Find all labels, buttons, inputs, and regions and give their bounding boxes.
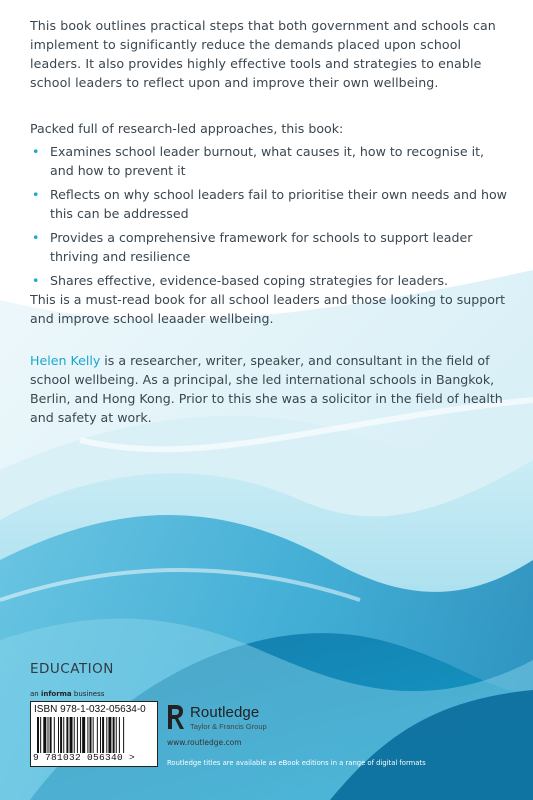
- list-item: [30, 142, 510, 180]
- barcode-icon: [37, 717, 151, 753]
- bullet-icon: •: [32, 273, 40, 288]
- author-bio-text: is a researcher, writer, speaker, and consultant in the field of school wellbeing. As a principal, she led international schools in Bangkok, Berlin, and Hong Kong. Prior to this she was a solicitor in the field of health and safety at work.: [30, 353, 503, 425]
- isbn-label: ISBN 978-1-032-05634-0: [34, 704, 146, 715]
- barcode-digits: 9 781032 056340 >: [33, 752, 136, 763]
- informa-brand: informa: [40, 690, 72, 698]
- list-item-text: Reflects on why school leaders fail to prioritise their own needs and how this can be addressed: [50, 187, 507, 221]
- routledge-logo-icon: [166, 703, 186, 731]
- subject-category: EDUCATION: [30, 661, 114, 677]
- informa-line: an informa business: [30, 690, 105, 698]
- blurb-intro: This book outlines practical steps that both government and schools can implement to significantly reduce the demands placed upon school leaders. It also provides highly effective tools and strategies to enable school leaders to reflect upon and improve their own wellbeing.: [30, 18, 496, 90]
- barcode-box: [30, 701, 158, 767]
- list-item: [30, 271, 510, 290]
- list-item: [30, 185, 510, 223]
- publisher-name: Routledge: [190, 704, 260, 721]
- ebook-note: Routledge titles are available as eBook editions in a range of digital formats: [167, 759, 426, 767]
- publisher-tagline: Taylor & Francis Group: [190, 722, 267, 731]
- blurb-lead: Packed full of research-led approaches, this book:: [30, 121, 344, 136]
- author-bio: [30, 351, 510, 427]
- feature-list: [30, 142, 510, 295]
- list-item-text: Shares effective, evidence-based coping strategies for leaders.: [50, 273, 449, 288]
- list-item: [30, 228, 510, 266]
- list-item-text: Provides a comprehensive framework for schools to support leader thriving and resilience: [50, 230, 473, 264]
- blurb-closing: This is a must-read book for all school leaders and those looking to support and improve school leaader wellbeing.: [30, 292, 506, 326]
- publisher-logo: [190, 704, 267, 731]
- list-item-text: Examines school leader burnout, what causes it, how to recognise it, and how to prevent it: [50, 144, 485, 178]
- publisher-website: www.routledge.com: [167, 738, 242, 747]
- bullet-icon: •: [32, 187, 40, 202]
- bullet-icon: •: [32, 230, 40, 245]
- author-name: Helen Kelly: [30, 353, 101, 368]
- bullet-icon: •: [32, 144, 40, 159]
